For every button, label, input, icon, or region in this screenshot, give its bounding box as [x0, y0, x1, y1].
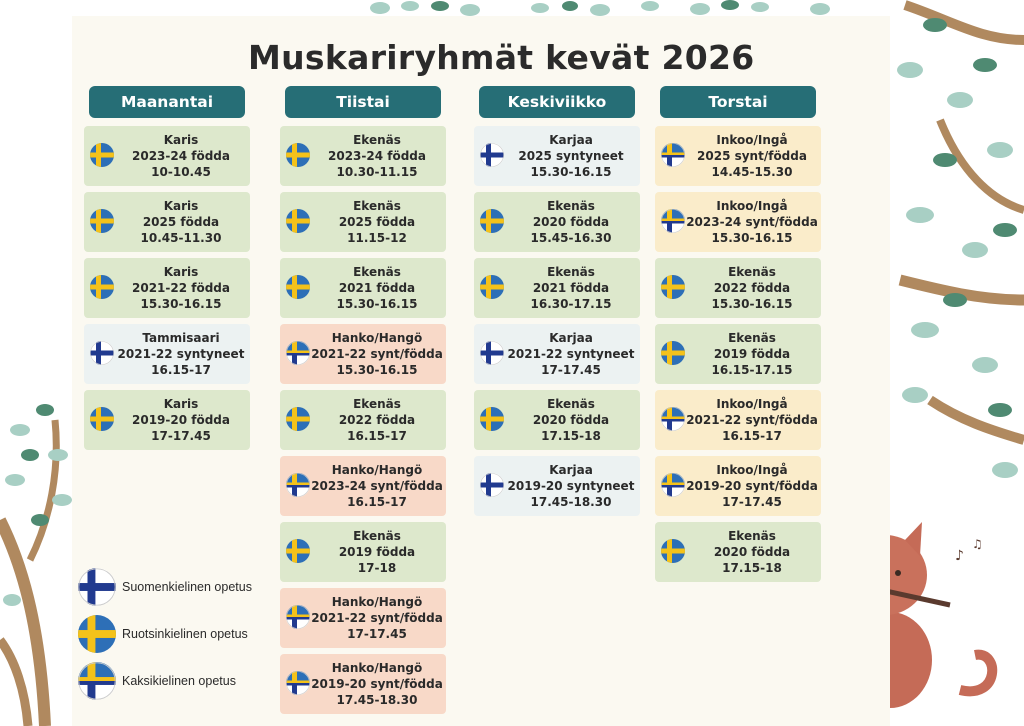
group-time: 15.30-16.15	[336, 297, 418, 311]
group-card	[474, 258, 640, 318]
day-column	[84, 86, 250, 456]
group-place: Karjaa	[549, 133, 593, 147]
group-place: Tammisaari	[142, 331, 220, 345]
group-place: Karis	[163, 397, 199, 411]
group-card	[84, 258, 250, 318]
group-time: 10-10.45	[151, 165, 211, 179]
group-time: 16.15-17	[722, 429, 782, 443]
bilingual-flag-icon	[286, 473, 310, 497]
group-group: 2023-24 synt/födda	[311, 479, 443, 493]
group-place: Hanko/Hangö	[331, 595, 423, 609]
group-card	[280, 456, 446, 516]
group-time: 17-17.45	[541, 363, 601, 377]
group-place: Ekenäs	[353, 529, 401, 543]
bilingual-flag-icon	[661, 143, 685, 167]
group-place: Karjaa	[549, 463, 593, 477]
group-time: 17-17.45	[151, 429, 211, 443]
group-card	[474, 390, 640, 450]
group-time: 15.45-16.30	[530, 231, 612, 245]
group-group: 2021 födda	[532, 281, 610, 295]
swedish-flag-icon	[90, 209, 114, 233]
group-place: Inkoo/Ingå	[716, 463, 788, 477]
group-card	[655, 456, 821, 516]
group-group: 2020 födda	[532, 215, 610, 229]
group-time: 15.30-16.15	[711, 231, 793, 245]
group-group: 2023-24 födda	[328, 149, 426, 163]
group-group: 2021-22 synt/födda	[686, 413, 818, 427]
group-group: 2021-22 syntyneet	[117, 347, 245, 361]
group-card	[84, 390, 250, 450]
day-header: Maanantai	[89, 86, 245, 118]
day-column	[474, 86, 640, 522]
group-time: 17.45-18.30	[530, 495, 612, 509]
swedish-flag-icon	[286, 407, 310, 431]
group-card	[474, 192, 640, 252]
finnish-flag-icon	[90, 341, 114, 365]
finnish-flag-icon	[78, 568, 116, 606]
group-group: 2025 syntyneet	[518, 149, 624, 163]
group-place: Karis	[163, 265, 199, 279]
swedish-flag-icon	[286, 209, 310, 233]
finnish-flag-icon	[480, 341, 504, 365]
bilingual-flag-icon	[286, 341, 310, 365]
legend-item	[78, 615, 318, 653]
group-group: 2022 födda	[713, 281, 791, 295]
group-card	[655, 324, 821, 384]
group-group: 2023-24 synt/födda	[686, 215, 818, 229]
swedish-flag-icon	[286, 539, 310, 563]
group-place: Hanko/Hangö	[331, 661, 423, 675]
bilingual-flag-icon	[661, 473, 685, 497]
group-place: Inkoo/Ingå	[716, 133, 788, 147]
legend-label: Suomenkielinen opetus	[122, 580, 252, 594]
group-group: 2025 födda	[142, 215, 220, 229]
page-title: Muskariryhmät kevät 2026	[248, 38, 755, 77]
group-time: 17.45-18.30	[336, 693, 418, 707]
swedish-flag-icon	[480, 275, 504, 299]
swedish-flag-icon	[480, 407, 504, 431]
group-group: 2021 födda	[338, 281, 416, 295]
group-group: 2023-24 födda	[132, 149, 230, 163]
finnish-flag-icon	[480, 473, 504, 497]
legend-label: Kaksikielinen opetus	[122, 674, 236, 688]
group-place: Hanko/Hangö	[331, 331, 423, 345]
swedish-flag-icon	[286, 143, 310, 167]
group-card	[655, 390, 821, 450]
day-header: Tiistai	[285, 86, 441, 118]
group-group: 2025 synt/födda	[697, 149, 807, 163]
group-card	[474, 126, 640, 186]
finnish-flag-icon	[480, 143, 504, 167]
swedish-flag-icon	[661, 341, 685, 365]
group-time: 15.30-16.15	[336, 363, 418, 377]
group-group: 2019 födda	[713, 347, 791, 361]
group-group: 2020 födda	[532, 413, 610, 427]
group-time: 17-17.45	[347, 627, 407, 641]
swedish-flag-icon	[78, 615, 116, 653]
group-time: 16.15-17	[347, 495, 407, 509]
bilingual-flag-icon	[78, 662, 116, 700]
group-card	[84, 192, 250, 252]
group-time: 16.15-17.15	[711, 363, 793, 377]
svg-text:♫: ♫	[972, 537, 983, 551]
group-group: 2019 födda	[338, 545, 416, 559]
group-group: 2020 födda	[713, 545, 791, 559]
svg-text:♪: ♪	[955, 548, 964, 564]
group-card	[280, 126, 446, 186]
group-card	[280, 258, 446, 318]
legend-item	[78, 662, 318, 700]
group-card	[280, 390, 446, 450]
group-card	[655, 192, 821, 252]
swedish-flag-icon	[661, 539, 685, 563]
group-time: 10.45-11.30	[140, 231, 222, 245]
day-header: Keskiviikko	[479, 86, 635, 118]
group-group: 2019-20 synt/födda	[686, 479, 818, 493]
group-time: 15.30-16.15	[140, 297, 222, 311]
group-card	[280, 192, 446, 252]
group-place: Ekenäs	[728, 331, 776, 345]
swedish-flag-icon	[480, 209, 504, 233]
swedish-flag-icon	[90, 275, 114, 299]
group-group: 2022 födda	[338, 413, 416, 427]
group-place: Karis	[163, 133, 199, 147]
group-card	[84, 126, 250, 186]
group-place: Karjaa	[549, 331, 593, 345]
bilingual-flag-icon	[661, 209, 685, 233]
swedish-flag-icon	[286, 275, 310, 299]
group-group: 2021-22 födda	[132, 281, 230, 295]
group-group: 2021-22 syntyneet	[507, 347, 635, 361]
legend-item	[78, 568, 318, 606]
group-place: Ekenäs	[353, 397, 401, 411]
legend-label: Ruotsinkielinen opetus	[122, 627, 248, 641]
day-column	[655, 86, 821, 588]
group-place: Inkoo/Ingå	[716, 397, 788, 411]
group-place: Ekenäs	[728, 265, 776, 279]
swedish-flag-icon	[661, 275, 685, 299]
group-card	[655, 522, 821, 582]
group-card	[474, 456, 640, 516]
day-header: Torstai	[660, 86, 816, 118]
group-time: 17-18	[357, 561, 397, 575]
group-group: 2019-20 synt/födda	[311, 677, 443, 691]
group-time: 16.15-17	[347, 429, 407, 443]
group-time: 17.15-18	[722, 561, 782, 575]
swedish-flag-icon	[90, 143, 114, 167]
swedish-flag-icon	[90, 407, 114, 431]
group-time: 15.30-16.15	[711, 297, 793, 311]
group-time: 17-17.45	[722, 495, 782, 509]
group-time: 11.15-12	[347, 231, 407, 245]
group-group: 2025 födda	[338, 215, 416, 229]
group-group: 2021-22 synt/födda	[311, 347, 443, 361]
group-time: 16.30-17.15	[530, 297, 612, 311]
group-place: Hanko/Hangö	[331, 463, 423, 477]
group-place: Ekenäs	[547, 397, 595, 411]
group-place: Ekenäs	[547, 265, 595, 279]
group-time: 16.15-17	[151, 363, 211, 377]
group-group: 2019-20 födda	[132, 413, 230, 427]
group-time: 15.30-16.15	[530, 165, 612, 179]
group-place: Ekenäs	[353, 199, 401, 213]
group-card	[655, 258, 821, 318]
group-group: 2019-20 syntyneet	[507, 479, 635, 493]
group-time: 14.45-15.30	[711, 165, 793, 179]
group-card	[655, 126, 821, 186]
group-card	[474, 324, 640, 384]
group-card	[84, 324, 250, 384]
group-time: 17.15-18	[541, 429, 601, 443]
group-place: Ekenäs	[547, 199, 595, 213]
bilingual-flag-icon	[661, 407, 685, 431]
group-place: Karis	[163, 199, 199, 213]
group-place: Inkoo/Ingå	[716, 199, 788, 213]
group-place: Ekenäs	[353, 265, 401, 279]
group-place: Ekenäs	[353, 133, 401, 147]
group-place: Ekenäs	[728, 529, 776, 543]
group-group: 2021-22 synt/födda	[311, 611, 443, 625]
group-card	[280, 324, 446, 384]
group-time: 10.30-11.15	[336, 165, 418, 179]
